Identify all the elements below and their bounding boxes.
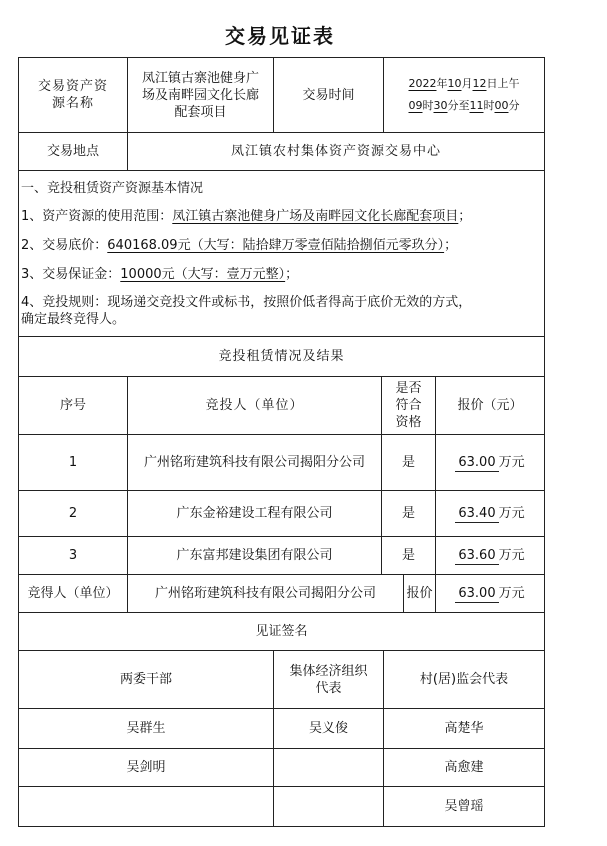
witness-signature: [273, 786, 383, 826]
base-price-value: 640168.09元（大写：陆拾肆万零壹佰陆拾捌佰元零玖分）: [107, 238, 445, 253]
basic-info-heading: 一、竞投租赁资产资源基本情况: [21, 181, 204, 196]
witness-form-table: [18, 57, 545, 827]
col-header-qualified: 是否符合资格: [381, 376, 435, 434]
winner-price: 63.00 万元: [435, 574, 544, 612]
row-qualified: 是: [381, 490, 435, 536]
base-price-line: 2、交易底价：640168.09元（大写：陆拾肆万零壹佰陆拾捌佰元零玖分）；: [21, 238, 458, 253]
bid-rule-line1: 4、竞投规则：现场递交竞投文件或标书，按照价低者得高于底价无效的方式，: [21, 295, 472, 310]
deposit-value: 10000元（大写：壹万元整）: [120, 267, 286, 282]
row-seq: 2: [19, 490, 127, 536]
row-qualified: 是: [381, 434, 435, 490]
row-bidder: 广东富邦建设集团有限公司: [127, 536, 381, 574]
trade-time-hours: 09时30分至11时00分: [408, 99, 520, 112]
bid-rule-line2: 确定最终竞得人。: [21, 312, 126, 327]
asset-name-value: 凤江镇古寨池健身广场及南畔园文化长廊配套项目: [127, 58, 273, 132]
row-seq: 3: [19, 536, 127, 574]
deposit-line: 3、交易保证金：10000元（大写：壹万元整）；: [21, 267, 299, 282]
row-price: 63.40 万元: [435, 490, 544, 536]
witness-signature: [19, 786, 273, 826]
witness-signature: [273, 748, 383, 786]
winner-label: 竞得人（单位）: [19, 574, 127, 612]
row-qualified: 是: [381, 536, 435, 574]
trade-place-label: 交易地点: [19, 132, 127, 170]
row-price: 63.60 万元: [435, 536, 544, 574]
witness-signature: 吴剑明: [19, 748, 273, 786]
trade-time-date: 2022年10月12日上午: [408, 77, 520, 90]
witness-signature: 吴义俊: [273, 708, 383, 748]
usage-scope-value: 凤江镇古寨池健身广场及南畔园文化长廊配套项目: [172, 209, 459, 224]
page-title: 交易见证表: [225, 24, 335, 48]
witness-signature: 高愈建: [383, 748, 544, 786]
witness-signature: 吴曾瑶: [383, 786, 544, 826]
basic-info-section: [19, 170, 544, 336]
witness-col-supervisor: 村(居)监会代表: [383, 650, 544, 708]
row-bidder: 广东金裕建设工程有限公司: [127, 490, 381, 536]
winner-value: 广州铭珩建筑科技有限公司揭阳分公司: [127, 574, 403, 612]
results-heading: 竞投租赁情况及结果: [19, 336, 544, 376]
witness-col-committee: 两委干部: [19, 650, 273, 708]
witness-signature: 高楚华: [383, 708, 544, 748]
row-price: 63.00 万元: [435, 434, 544, 490]
witness-col-collective: 集体经济组织代表: [273, 650, 383, 708]
col-header-price: 报价（元）: [435, 376, 544, 434]
col-header-seq: 序号: [19, 376, 127, 434]
row-seq: 1: [19, 434, 127, 490]
witness-heading: 见证签名: [19, 612, 544, 650]
winner-price-label: 报价: [403, 574, 435, 612]
col-header-bidder: 竞投人（单位）: [127, 376, 381, 434]
trade-time-label: 交易时间: [273, 58, 383, 132]
usage-scope-line: 1、资产资源的使用范围：凤江镇古寨池健身广场及南畔园文化长廊配套项目；: [21, 209, 472, 224]
trade-time-value: [383, 58, 544, 132]
row-bidder: 广州铭珩建筑科技有限公司揭阳分公司: [127, 434, 381, 490]
asset-name-label: 交易资产资源名称: [37, 79, 108, 111]
witness-signature: 吴群生: [19, 708, 273, 748]
trade-place-value: 凤江镇农村集体资产资源交易中心: [127, 132, 544, 170]
